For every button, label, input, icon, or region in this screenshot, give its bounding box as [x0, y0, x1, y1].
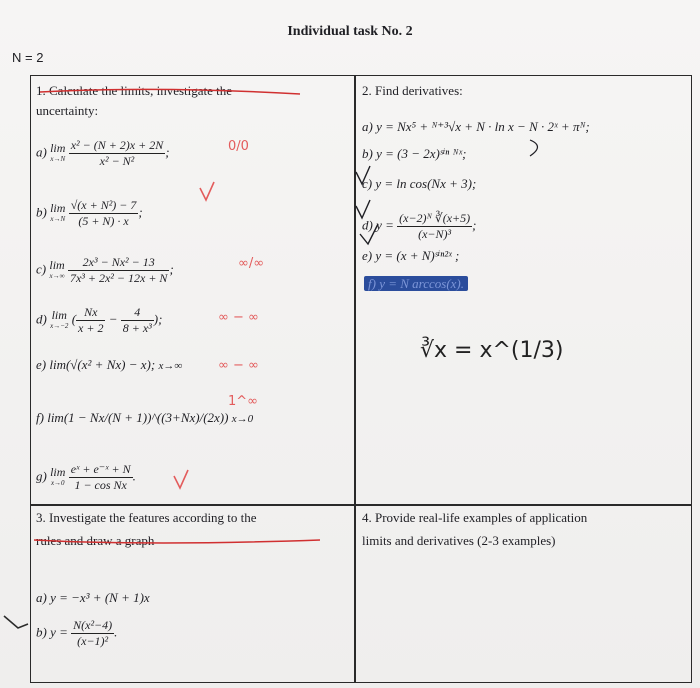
page-title: Individual task No. 2 [287, 24, 413, 39]
annotation-e: ∞ − ∞ [218, 358, 259, 373]
task1-item-b: b) lim x→N $\frac{\text{√(x + N²) − 7}}{(5 + N) \cdot x}$ ; [36, 198, 143, 228]
task1-item-g: g) lim x→0 $\frac{\text{eˣ + e⁻ˣ + N}}{\text{1 − cos Nx}}$ . [36, 462, 136, 492]
task3-heading: 3. Investigate the features according to the [36, 510, 257, 525]
task2-item-a: a) y = Nx⁵ + ᴺ⁺³√x + N · ln x − N · 2ˣ + πᴺ; [362, 119, 590, 134]
task4-heading-cont: limits and derivatives (2-3 examples) [362, 533, 556, 548]
annotation-d: ∞ − ∞ [218, 310, 259, 325]
task3-heading-cont: rules and draw a graph [36, 533, 155, 548]
annotation-c: ∞/∞ [238, 256, 265, 271]
task1-item-a: a) lim x→N $\frac{\text{x² − (N + 2)x + 2N}}{\text{x² − N²}}$ ; [36, 138, 170, 168]
task1-item-e: e) lim(√(x² + Nx) − x); x→∞ [36, 357, 183, 372]
task2-item-b: b) y = (3 − 2x)ˢⁱⁿ ᴺˣ; [362, 146, 467, 161]
task3-item-b: b) y = $\frac{\text{N(x²−4)}}{\text{(x−1)²}}$ . [36, 618, 118, 648]
task1-item-d: d) lim x→−2 ( $\frac{Nx}{x + 2}$ − $\frac{4}{\text{8 + x³}}$ ); [36, 305, 163, 335]
task2-heading: 2. Find derivatives: [362, 83, 463, 98]
annotation-f: 1^∞ [228, 394, 258, 409]
task2-item-d: d) y = $\frac{\text{(x−2)ᴺ ∛(x+5)}}{\text{(x−N)³}}$ ; [362, 211, 477, 241]
task1-item-f: f) lim(1 − Nx/(N + 1))^((3+Nx)/(2x)) x→0 [36, 410, 254, 425]
task4-heading: 4. Provide real-life examples of application [362, 510, 588, 525]
annotation-a: 0/0 [228, 139, 249, 154]
task3-item-a: a) y = −x³ + (N + 1)x [36, 590, 150, 605]
task2-item-f: f) y = N arccos(x). [364, 276, 468, 292]
task2-item-c: c) y = ln cos(Nx + 3); [362, 176, 477, 191]
task1-heading: 1. Calculate the limits, investigate the [36, 83, 233, 98]
task2-item-e: e) y = (x + N)ˢⁱⁿ²ˣ ; [362, 248, 460, 263]
task1-item-c: c) lim x→∞ $\frac{\text{2x³ − Nx² − 13}}{\text{7x³ + 2x² − 12x + N}}$ ; [36, 255, 174, 285]
handwritten-note: ∛x = x^(1/3) [420, 338, 564, 363]
n-value: N = 2 [12, 50, 44, 65]
task1-heading-cont: uncertainty: [36, 103, 99, 118]
